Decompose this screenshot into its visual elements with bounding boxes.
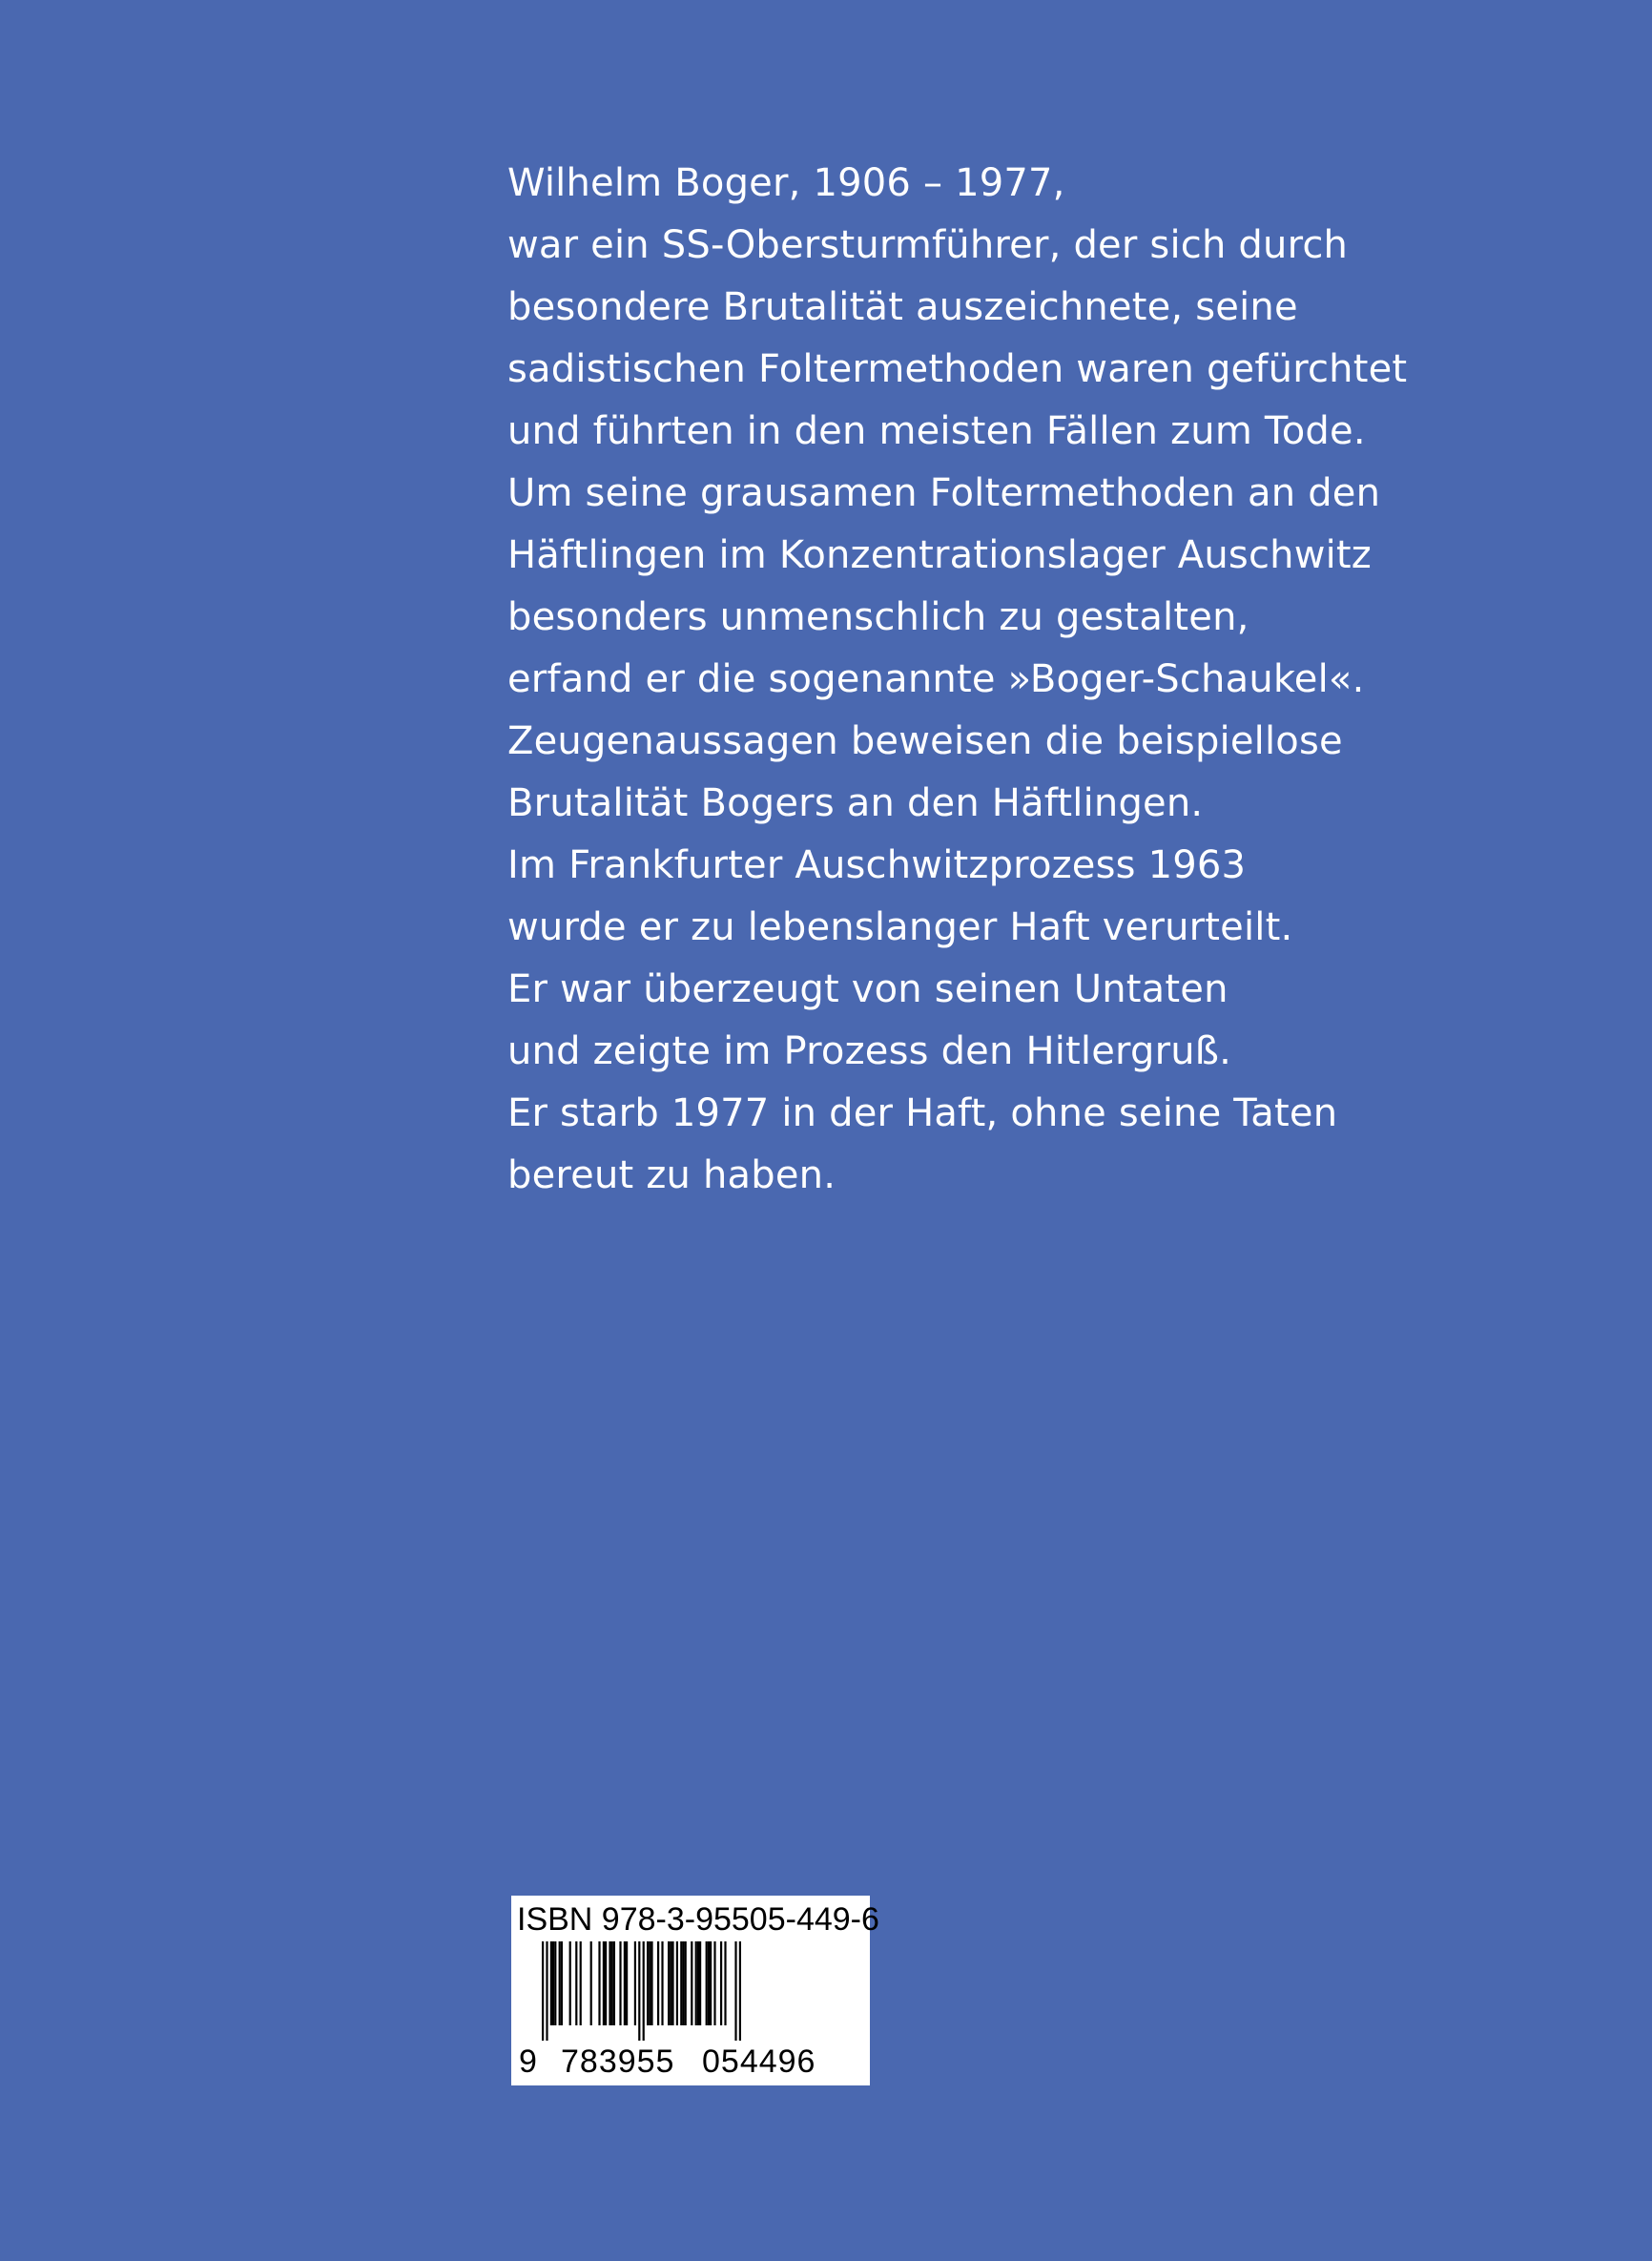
barcode-bar: [650, 1941, 652, 2025]
ean-first-digit: 9: [519, 2043, 537, 2080]
blurb-line: wurde er zu lebenslanger Haft verurteilt.: [507, 905, 1293, 949]
blurb-line: Häftlingen im Konzentrationslager Auschwitz: [507, 533, 1373, 577]
barcode-guard-bar: [739, 1941, 741, 2041]
barcode-bar: [634, 1941, 636, 2025]
barcode-bar: [619, 1941, 621, 2025]
barcode-bar: [680, 1941, 682, 2025]
barcode-bar: [647, 1941, 649, 2025]
blurb-line: Wilhelm Boger, 1906 – 1977,: [507, 161, 1065, 205]
blurb-line: Um seine grausamen Foltermethoden an den: [507, 471, 1381, 515]
barcode-bar: [554, 1941, 556, 2025]
barcode-bar: [713, 1941, 715, 2025]
barcode-bar: [603, 1941, 605, 2025]
barcode-bars: [511, 1939, 870, 2044]
barcode-bar: [720, 1941, 722, 2025]
barcode-bar: [676, 1941, 678, 2025]
barcode-guard-bar: [638, 1941, 640, 2041]
barcode-bar: [598, 1941, 600, 2025]
barcode-bar: [613, 1941, 615, 2025]
barcode-bar: [699, 1941, 701, 2025]
barcode-bar: [611, 1941, 613, 2025]
blurb-line: Er starb 1977 in der Haft, ohne seine Taten: [507, 1091, 1338, 1135]
blurb-line: Zeugenaussagen beweisen die beispiellose: [507, 719, 1343, 763]
blurb-line: erfand er die sogenannte »Boger-Schaukel«.: [507, 657, 1365, 701]
back-cover-blurb: [507, 153, 1461, 1207]
blurb-line: Brutalität Bogers an den Häftlingen.: [507, 781, 1204, 825]
barcode-bar: [649, 1941, 650, 2025]
blurb-line: Er war überzeugt von seinen Untaten: [507, 967, 1229, 1011]
barcode-bar: [626, 1941, 628, 2025]
ean-right-group: 054496: [702, 2043, 816, 2080]
blurb-line: besonders unmenschlich zu gestalten,: [507, 595, 1249, 639]
blurb-line: und zeigte im Prozess den Hitlergruß.: [507, 1029, 1232, 1073]
barcode-bar: [550, 1941, 552, 2025]
blurb-line: besondere Brutalität auszeichnete, seine: [507, 285, 1298, 329]
barcode-guard-bar: [643, 1941, 645, 2041]
barcode-bar: [605, 1941, 607, 2025]
barcode-bar: [691, 1941, 692, 2025]
blurb-line: und führten in den meisten Fällen zum Tode.: [507, 409, 1366, 453]
blurb-line: war ein SS-Obersturmführer, der sich durch: [507, 223, 1349, 267]
barcode-bar: [661, 1941, 663, 2025]
barcode-bar: [552, 1941, 554, 2025]
barcode-bar: [624, 1941, 626, 2025]
barcode-bar: [561, 1941, 563, 2025]
barcode-bar: [710, 1941, 712, 2025]
barcode-bar: [569, 1941, 571, 2025]
barcode-guard-bar: [734, 1941, 736, 2041]
barcode-bar: [668, 1941, 670, 2025]
barcode-bar: [724, 1941, 726, 2025]
barcode-guard-bar: [546, 1941, 547, 2041]
barcode-bar: [708, 1941, 710, 2025]
barcode-bar: [706, 1941, 708, 2025]
barcode-bar: [609, 1941, 610, 2025]
isbn-label: ISBN 978-3-95505-449-6: [517, 1901, 879, 1938]
barcode-bar: [580, 1941, 582, 2025]
barcode-bar: [697, 1941, 699, 2025]
barcode-bar: [559, 1941, 561, 2025]
barcode-bar: [670, 1941, 671, 2025]
blurb-line: sadistischen Foltermethoden waren gefürchtet: [507, 347, 1408, 391]
barcode-bar: [657, 1941, 659, 2025]
barcode-guard-bar: [542, 1941, 544, 2041]
barcode-bar: [682, 1941, 684, 2025]
barcode-bar: [590, 1941, 592, 2025]
barcode-bar: [575, 1941, 577, 2025]
ean-left-group: 783955: [561, 2043, 675, 2080]
isbn-barcode: [511, 1896, 879, 2085]
blurb-line: bereut zu haben.: [507, 1153, 836, 1197]
blurb-line: Im Frankfurter Auschwitzprozess 1963: [507, 843, 1247, 887]
barcode-bar: [695, 1941, 697, 2025]
barcode-bar: [685, 1941, 687, 2025]
barcode-bar: [671, 1941, 673, 2025]
